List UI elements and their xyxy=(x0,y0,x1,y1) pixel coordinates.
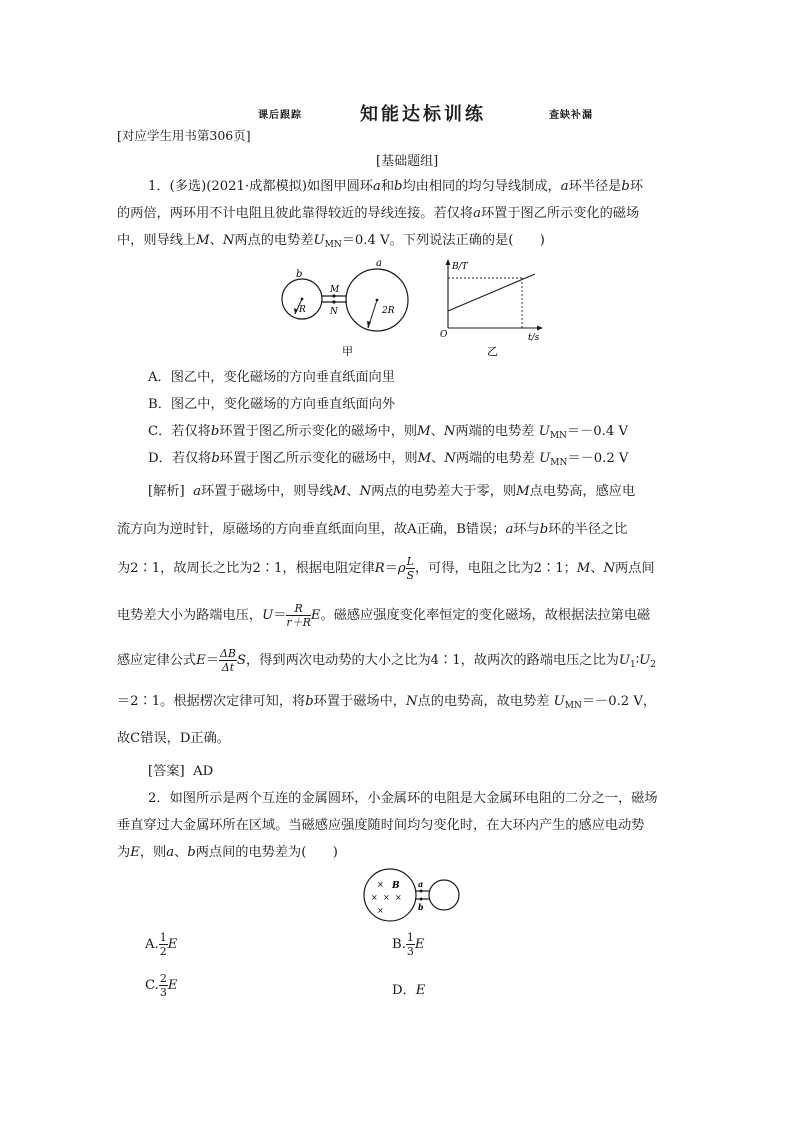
field-cross: × xyxy=(383,893,390,902)
page-title: 知能达标训练 xyxy=(360,104,486,125)
label-b: b xyxy=(296,269,303,280)
book-reference: [对应学生用书第306页] xyxy=(117,128,251,143)
field-cross: × xyxy=(377,880,384,889)
label-m: M xyxy=(330,285,340,295)
q2-stem-line-3: 为E，则a、b两点间的电势差为( ) xyxy=(117,845,338,860)
q1-stem-line-3: 中，则导线上M、N两点的电势差$U_{MN}=0.4$ V。下列说法正确的是( ) xyxy=(117,233,545,250)
field-cross: × xyxy=(377,906,384,915)
field-cross: × xyxy=(395,893,402,902)
label-a: a xyxy=(418,879,424,889)
point-a xyxy=(420,890,423,893)
analysis-line-5: 感应定律公式E＝ $\frac{\Delta B}{\Delta t}$ S，得到两次电动势的大小之比为4∶1，故两次的路端电压之比为$U_1∶U_2$ xyxy=(117,647,657,674)
analysis-line-1: [解析] a环置于磁场中，则导线M、N两点的电势差大于零，则M点电势高，感应电 xyxy=(148,484,636,499)
field-cross: × xyxy=(371,893,378,902)
q1-option-b: B．图乙中，变化磁场的方向垂直纸面向外 xyxy=(148,397,396,412)
x-axis-label: t/s xyxy=(528,333,540,343)
analysis-line-6: ＝2∶1。根据楞次定律可知，将b环置于磁场中，N点的电势高，故电势差 $U_{MN}=-0.2$ V， xyxy=(117,694,657,711)
q2-stem-line-1: 2．如图所示是两个互连的金属圆环，小金属环的电阻是大金属环电阻的二分之一，磁场 xyxy=(148,791,658,806)
analysis-line-4: 电势差大小为路端电压，U＝ $\frac{R}{r+R}$ E。磁感应强度变化率恒定的变化磁场，故根据法拉第电磁 xyxy=(117,602,651,629)
label-2r: 2R xyxy=(382,306,395,316)
label-n: N xyxy=(330,307,338,317)
section-title: [基础题组] xyxy=(376,154,439,169)
q2-option-d: D．E xyxy=(392,983,426,998)
figure-q2 xyxy=(362,867,464,925)
point-b xyxy=(420,898,423,901)
analysis-line-2: 流方向为逆时针，原磁场的方向垂直纸面向里，故A正确，B错误；a环与b环的半径之比 xyxy=(117,522,628,537)
label-r: R xyxy=(299,305,306,315)
figure-yi xyxy=(432,256,547,362)
caption-jia: 甲 xyxy=(342,345,353,358)
label-field-b: B xyxy=(392,881,400,891)
analysis-line-7: 故C错误，D正确。 xyxy=(117,731,230,746)
q1-stem-line-2: 的两倍，两环用不计电阻且彼此靠得较近的导线连接。若仅将a环置于图乙所示变化的磁场 xyxy=(117,206,640,221)
origin-label: O xyxy=(440,330,448,340)
q2-stem-line-2: 垂直穿过大金属环所在区域。当磁感应强度随时间均匀变化时，在大环内产生的感应电动势 xyxy=(117,818,645,833)
figure-jia xyxy=(272,252,422,362)
caption-yi: 乙 xyxy=(487,345,498,358)
fraction-db-over-dt: $\frac{\Delta B}{\Delta t}$ xyxy=(219,647,236,674)
fraction-l-over-s: $\frac{L}{S}$ xyxy=(406,555,415,582)
fraction-r-over-r-plus-r: $\frac{R}{r+R}$ xyxy=(286,602,311,629)
q2-option-b: B. $\frac{1}{3}$ E xyxy=(392,931,425,958)
label-b: b xyxy=(418,902,424,912)
header-left-tag: 课后跟踪 xyxy=(258,110,302,121)
small-ring xyxy=(429,880,459,910)
point-n xyxy=(332,300,335,303)
q1-option-c: C．若仅将b环置于图乙所示变化的磁场中，则M、N两端的电势差 $U_{MN}=-0.4$ V xyxy=(148,424,628,441)
q1-option-a: A．图乙中，变化磁场的方向垂直纸面向里 xyxy=(148,370,395,385)
fraction-third: $\frac{1}{3}$ xyxy=(406,931,414,958)
label-a: a xyxy=(376,258,382,269)
q1-answer: [答案] AD xyxy=(148,764,214,779)
header-right-tag: 查缺补漏 xyxy=(549,110,593,121)
q1-stem-line-1: 1．(多选)(2021·成都模拟)如图甲圆环a和b均由相同的均匀导线制成，a环半径是b环 xyxy=(148,179,644,194)
q2-option-c: C. $\frac{2}{3}$ E xyxy=(145,972,178,999)
y-axis-label: B/T xyxy=(452,262,468,272)
analysis-line-3: 为2∶1，故周长之比为2∶1，根据电阻定律R＝ρ $\frac{L}{S}$ ，可得，电阻之比为2∶1；M、N两点间 xyxy=(117,555,655,582)
q1-option-d: D．若仅将b环置于图乙所示变化的磁场中，则M、N两端的电势差 $U_{MN}=-0.2$ V xyxy=(148,451,629,468)
fraction-two-thirds: $\frac{2}{3}$ xyxy=(159,972,167,999)
fraction-half: $\frac{1}{2}$ xyxy=(159,931,167,958)
q2-option-a: A. $\frac{1}{2}$ E xyxy=(145,931,178,958)
